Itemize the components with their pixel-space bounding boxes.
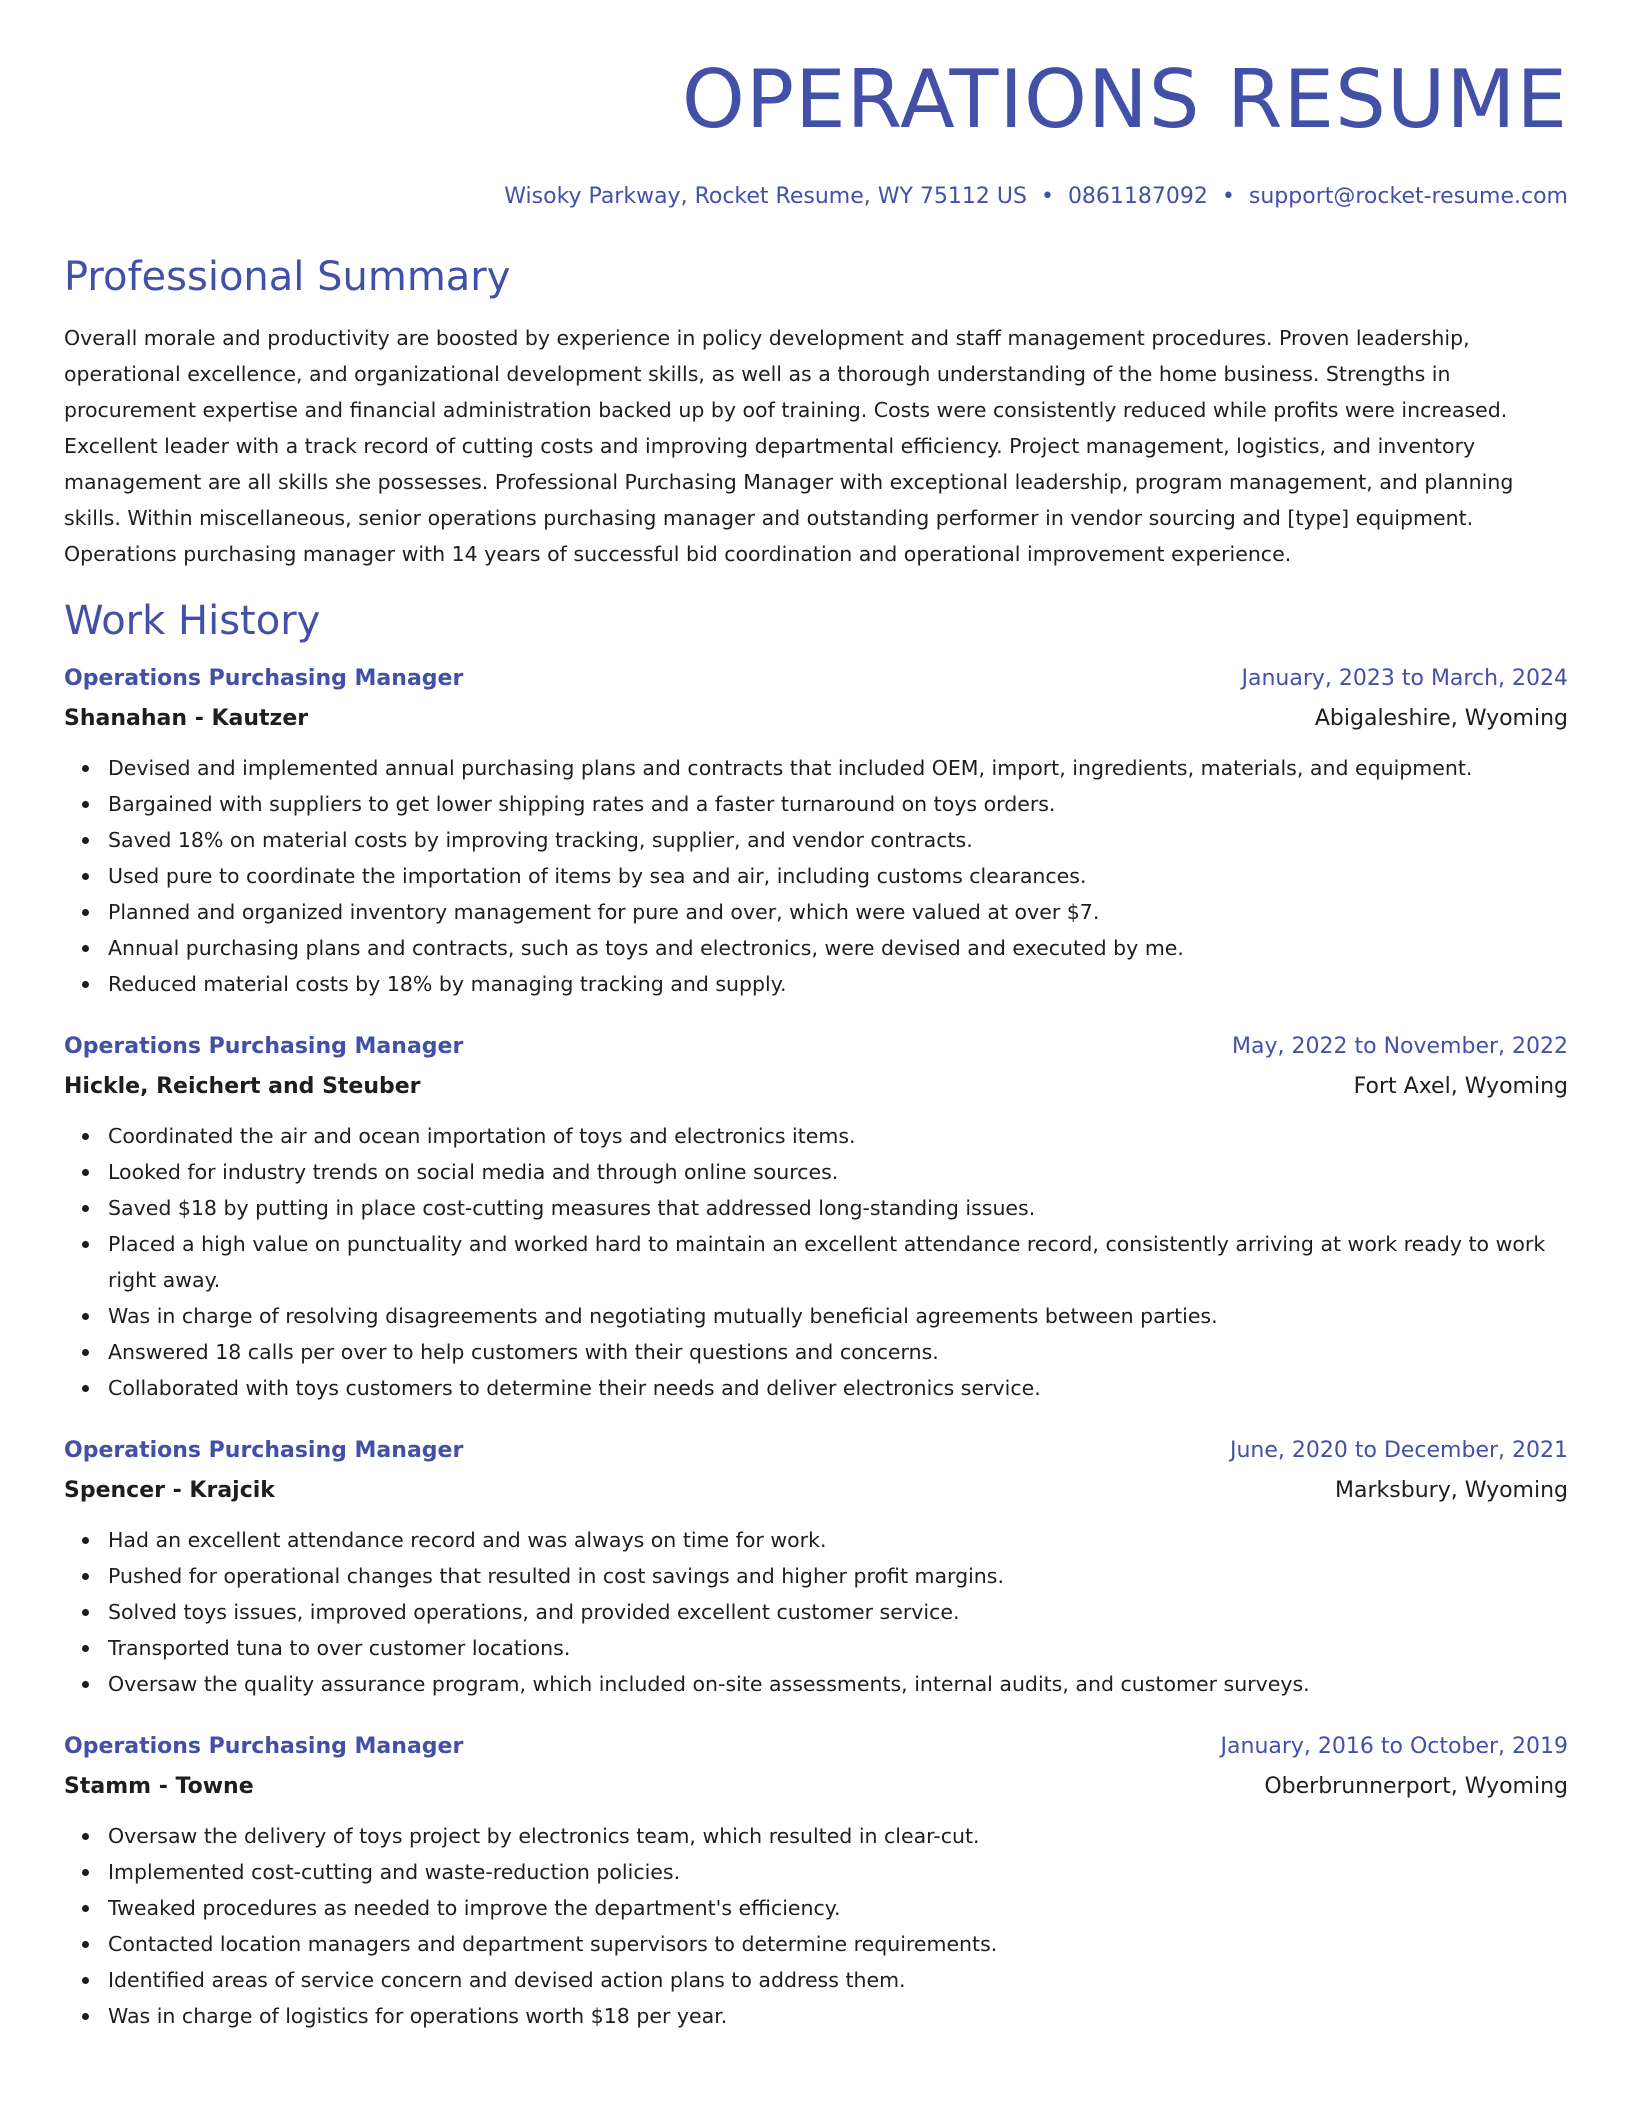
job-bullet: Transported tuna to over customer locations.: [108, 1630, 1568, 1666]
job-location: Oberbrunnerport, Wyoming: [1264, 1774, 1568, 1799]
job-entry: [64, 1732, 1568, 2034]
job-bullet: Implemented cost-cutting and waste-reduction policies.: [108, 1854, 1568, 1890]
work-history-heading: Work History: [64, 598, 321, 644]
job-location: Marksbury, Wyoming: [1335, 1478, 1568, 1503]
work-history-list: [64, 664, 1568, 2034]
job-bullet: Coordinated the air and ocean importation of toys and electronics items.: [108, 1118, 1568, 1154]
job-company-row: [64, 1762, 1568, 1802]
job-bullet: Identified areas of service concern and devised action plans to address them.: [108, 1962, 1568, 1998]
job-company-row: [64, 1466, 1568, 1506]
job-bullet: Reduced material costs by 18% by managing tracking and supply.: [108, 966, 1568, 1002]
job-bullet-list: [64, 1522, 1568, 1702]
job-header-row: [64, 1032, 1568, 1062]
job-dates: May, 2022 to November, 2022: [1232, 1034, 1568, 1059]
job-title: Operations Purchasing Manager: [64, 1034, 464, 1059]
job-bullet: Looked for industry trends on social media and through online sources.: [108, 1154, 1568, 1190]
contact-separator: •: [1040, 184, 1054, 209]
job-header-row: [64, 1436, 1568, 1466]
job-entry: [64, 1436, 1568, 1702]
job-bullet: Answered 18 calls per over to help customers with their questions and concerns.: [108, 1334, 1568, 1370]
job-location: Abigaleshire, Wyoming: [1314, 706, 1568, 731]
job-header-row: [64, 1732, 1568, 1762]
job-company-row: [64, 694, 1568, 734]
job-company: Hickle, Reichert and Steuber: [64, 1074, 421, 1099]
job-bullet: Oversaw the quality assurance program, which included on-site assessments, internal audits, and customer surveys.: [108, 1666, 1568, 1702]
job-location: Fort Axel, Wyoming: [1353, 1074, 1568, 1099]
job-bullet: Tweaked procedures as needed to improve the department's efficiency.: [108, 1890, 1568, 1926]
job-header-row: [64, 664, 1568, 694]
job-bullet: Planned and organized inventory management for pure and over, which were valued at over $7.: [108, 894, 1568, 930]
job-bullet: Devised and implemented annual purchasing plans and contracts that included OEM, import, ingredients, materials, and equipment.: [108, 750, 1568, 786]
job-bullet: Was in charge of logistics for operations worth $18 per year.: [108, 1998, 1568, 2034]
job-title: Operations Purchasing Manager: [64, 1734, 464, 1759]
job-bullet: Saved 18% on material costs by improving tracking, supplier, and vendor contracts.: [108, 822, 1568, 858]
summary-heading: Professional Summary: [64, 254, 511, 300]
job-title: Operations Purchasing Manager: [64, 666, 464, 691]
job-bullet: Had an excellent attendance record and was always on time for work.: [108, 1522, 1568, 1558]
contact-address: Wisoky Parkway, Rocket Resume, WY 75112 US: [504, 184, 1027, 209]
job-bullet: Pushed for operational changes that resulted in cost savings and higher profit margins.: [108, 1558, 1568, 1594]
job-bullet: Was in charge of resolving disagreements and negotiating mutually beneficial agreements between parties.: [108, 1298, 1568, 1334]
job-entry: [64, 664, 1568, 1002]
job-dates: January, 2023 to March, 2024: [1241, 666, 1568, 691]
job-bullet-list: [64, 1818, 1568, 2034]
job-bullet-list: [64, 1118, 1568, 1406]
job-company-row: [64, 1062, 1568, 1102]
job-bullet: Placed a high value on punctuality and worked hard to maintain an excellent attendance record, consistently arriving at work ready to work right away.: [108, 1226, 1568, 1298]
resume-title: OPERATIONS RESUME: [681, 53, 1568, 146]
job-company: Shanahan - Kautzer: [64, 706, 309, 731]
contact-phone: 0861187092: [1067, 184, 1208, 209]
contact-email: support@rocket-resume.com: [1248, 184, 1568, 209]
job-bullet: Solved toys issues, improved operations, and provided excellent customer service.: [108, 1594, 1568, 1630]
summary-text: Overall morale and productivity are boosted by experience in policy development and staff management procedures. Proven leadership, operational excellence, and organizational development skills, as well as a thorough understanding of the home business. Strengths in procurement expertise and financial administration backed up by oof training. Costs were consistently reduced while profits were increased. Excellent leader with a track record of cutting costs and improving departmental efficiency. Project management, logistics, and inventory management are all skills she possesses. Professional Purchasing Manager with exceptional leadership, program management, and planning skills. Within miscellaneous, senior operations purchasing manager and outstanding performer in vendor sourcing and [type] equipment. Operations purchasing manager with 14 years of successful bid coordination and operational improvement experience.: [64, 326, 1514, 566]
job-bullet: Oversaw the delivery of toys project by electronics team, which resulted in clear-cut.: [108, 1818, 1568, 1854]
contact-separator: •: [1221, 184, 1235, 209]
job-bullet: Annual purchasing plans and contracts, such as toys and electronics, were devised and executed by me.: [108, 930, 1568, 966]
job-dates: June, 2020 to December, 2021: [1229, 1438, 1568, 1463]
resume-page: [64, 0, 1568, 2034]
job-bullet: Saved $18 by putting in place cost-cutting measures that addressed long-standing issues.: [108, 1190, 1568, 1226]
job-bullet: Contacted location managers and department supervisors to determine requirements.: [108, 1926, 1568, 1962]
job-title: Operations Purchasing Manager: [64, 1438, 464, 1463]
job-company: Spencer - Krajcik: [64, 1478, 275, 1503]
contact-line: [64, 184, 1568, 210]
job-entry: [64, 1032, 1568, 1406]
job-bullet: Collaborated with toys customers to determine their needs and deliver electronics service.: [108, 1370, 1568, 1406]
job-bullet-list: [64, 750, 1568, 1002]
job-bullet: Used pure to coordinate the importation of items by sea and air, including customs clearances.: [108, 858, 1568, 894]
job-bullet: Bargained with suppliers to get lower shipping rates and a faster turnaround on toys orders.: [108, 786, 1568, 822]
job-company: Stamm - Towne: [64, 1774, 254, 1799]
job-dates: January, 2016 to October, 2019: [1220, 1734, 1568, 1759]
